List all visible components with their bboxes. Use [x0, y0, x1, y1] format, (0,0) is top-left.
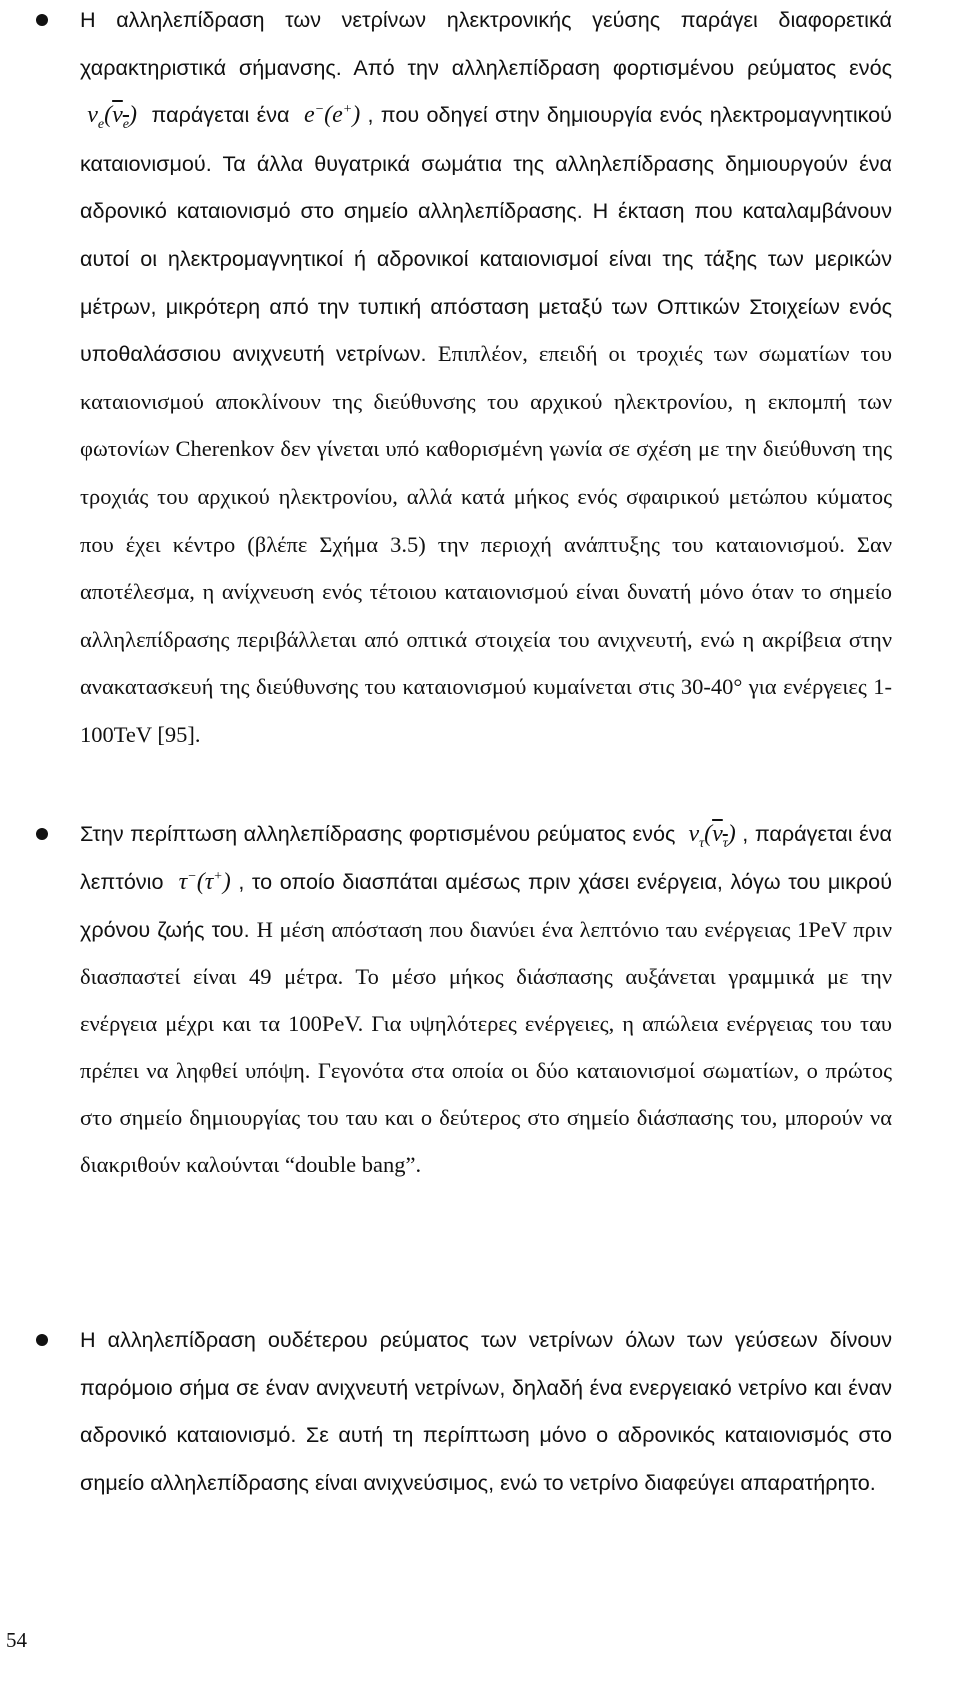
text-segment: Η έκταση που καταλαμβάνουν αυτοί οι ηλεκτρομαγνητικοί ή αδρονικοί καταιονισμοί είναι της τάξης των μερικών μέτρων, μικρότερη από την τυπική απόσταση μεταξύ των Οπτικών Στοιχείων ενός υποθαλάσσιου ανιχνευτή νετρίνων.	[80, 198, 892, 367]
text-segment: Η αλληλεπίδραση ουδέτερου ρεύματος των νετρίνων όλων των γεύσεων δίνουν παρόμοιο σήμα σε έναν ανιχνευτή νετρίνων, δηλαδή ένα ενεργειακό νετρίνο και έναν αδρονικό καταιονισμό. Σε αυτή τη περίπτωση μόνο ο αδρονικός καταιονισμός στο σημείο αλληλεπίδρασης είναι ανιχνεύσιμος, ενώ το νετρίνο διαφεύγει απαρατήρητο.	[80, 1327, 892, 1495]
text-segment: Η αλληλεπίδραση των νετρίνων ηλεκτρονικής γεύσης παράγει διαφορετικά χαρακτηριστικά σήμανσης. Από την αλληλεπίδραση φορτισμένου ρεύματος ενός	[80, 7, 892, 80]
page-number: 54	[6, 1628, 27, 1652]
math-electron-neutrino: $\nu_e(\nu_e)$	[87, 102, 152, 132]
text-segment: παράγεται ένα	[151, 102, 290, 128]
text-segment-serif: Η μέση απόσταση που διανύει ένα λεπτόνιο ταυ ενέργειας 1PeV πριν διασπαστεί είναι 49 μέτρα. Το μέσο μήκος διάσπασης αυξάνεται γραμμικά με την ενέργεια μέχρι και τα 100PeV. Για υψηλότερες ενέργειες, η απώλεια ενέργειας του ταυ πρέπει να ληφθεί υπόψη. Γεγονότα στα οποία οι δύο καταιονισμοί σωματίων, ο πρώτος στο σημείο δημιουργίας του ταυ και ο δεύτερος στο σημείο διάσπασης του, μπορούν να διακριθούν καλούνται “double bang”.	[80, 917, 893, 1177]
text-segment: , που οδηγεί στην δημιουργία ενός ηλεκτρομαγνητικού καταιονισμού. Τα άλλα θυγατρικά σωμάτια της αλληλεπίδρασης δημιουργούν ένα αδρονικό καταιονισμό στο σημείο αλληλεπίδρασης.	[80, 102, 892, 224]
bullet-marker	[36, 14, 48, 26]
text-segment-serif: Επιπλέον, επειδή οι τροχιές των σωματίων του καταιονισμού αποκλίνουν της διεύθυνσης του αρχικού ηλεκτρονίου, η εκπομπή των φωτονίων Cherenkov δεν γίνεται υπό καθορισμένη γωνία σε σχέση με την διεύθυνση της τροχιάς του αρχικού ηλεκτρονίου, αλλά κατά μήκος ενός σφαιρικού μετώπου κύματος που έχει κέντρο (βλέπε Σχήμα 3.5) την περιοχή ανάπτυξης του καταιονισμού. Σαν αποτέλεσμα, η ανίχνευση ενός τέτοιου καταιονισμού είναι δυνατή μόνο όταν το σημείο αλληλεπίδρασης περιβάλλεται από οπτικά στοιχεία του ανιχνευτή, ενώ η ακρίβεια στην ανακατασκευή της διεύθυνσης του καταιονισμού κυμαίνεται στις 30-40° για ενέργειες 1-100TeV [95].	[80, 341, 892, 747]
paragraph-electron-neutrino	[80, 0, 892, 759]
text-segment: Στην περίπτωση αλληλεπίδρασης φορτισμένου ρεύματος ενός	[80, 821, 676, 846]
math-electron: e−(e+)	[304, 102, 368, 129]
math-tau-lepton: τ−(τ+)	[178, 869, 239, 895]
bullet-marker	[36, 1334, 48, 1346]
bullet-marker	[36, 828, 48, 840]
math-tau-neutrino: $\nu_\tau(\nu_\tau)$	[688, 821, 743, 851]
paragraph-tau-neutrino	[80, 810, 892, 1188]
text-segment: , παράγεται ένα λεπτόνιο	[80, 821, 893, 894]
paragraph-neutral-current	[80, 1316, 892, 1506]
text-segment: , το οποίο διασπάται αμέσως πριν χάσει ενέργεια, λόγω του μικρού χρόνου ζωής του.	[80, 869, 892, 942]
